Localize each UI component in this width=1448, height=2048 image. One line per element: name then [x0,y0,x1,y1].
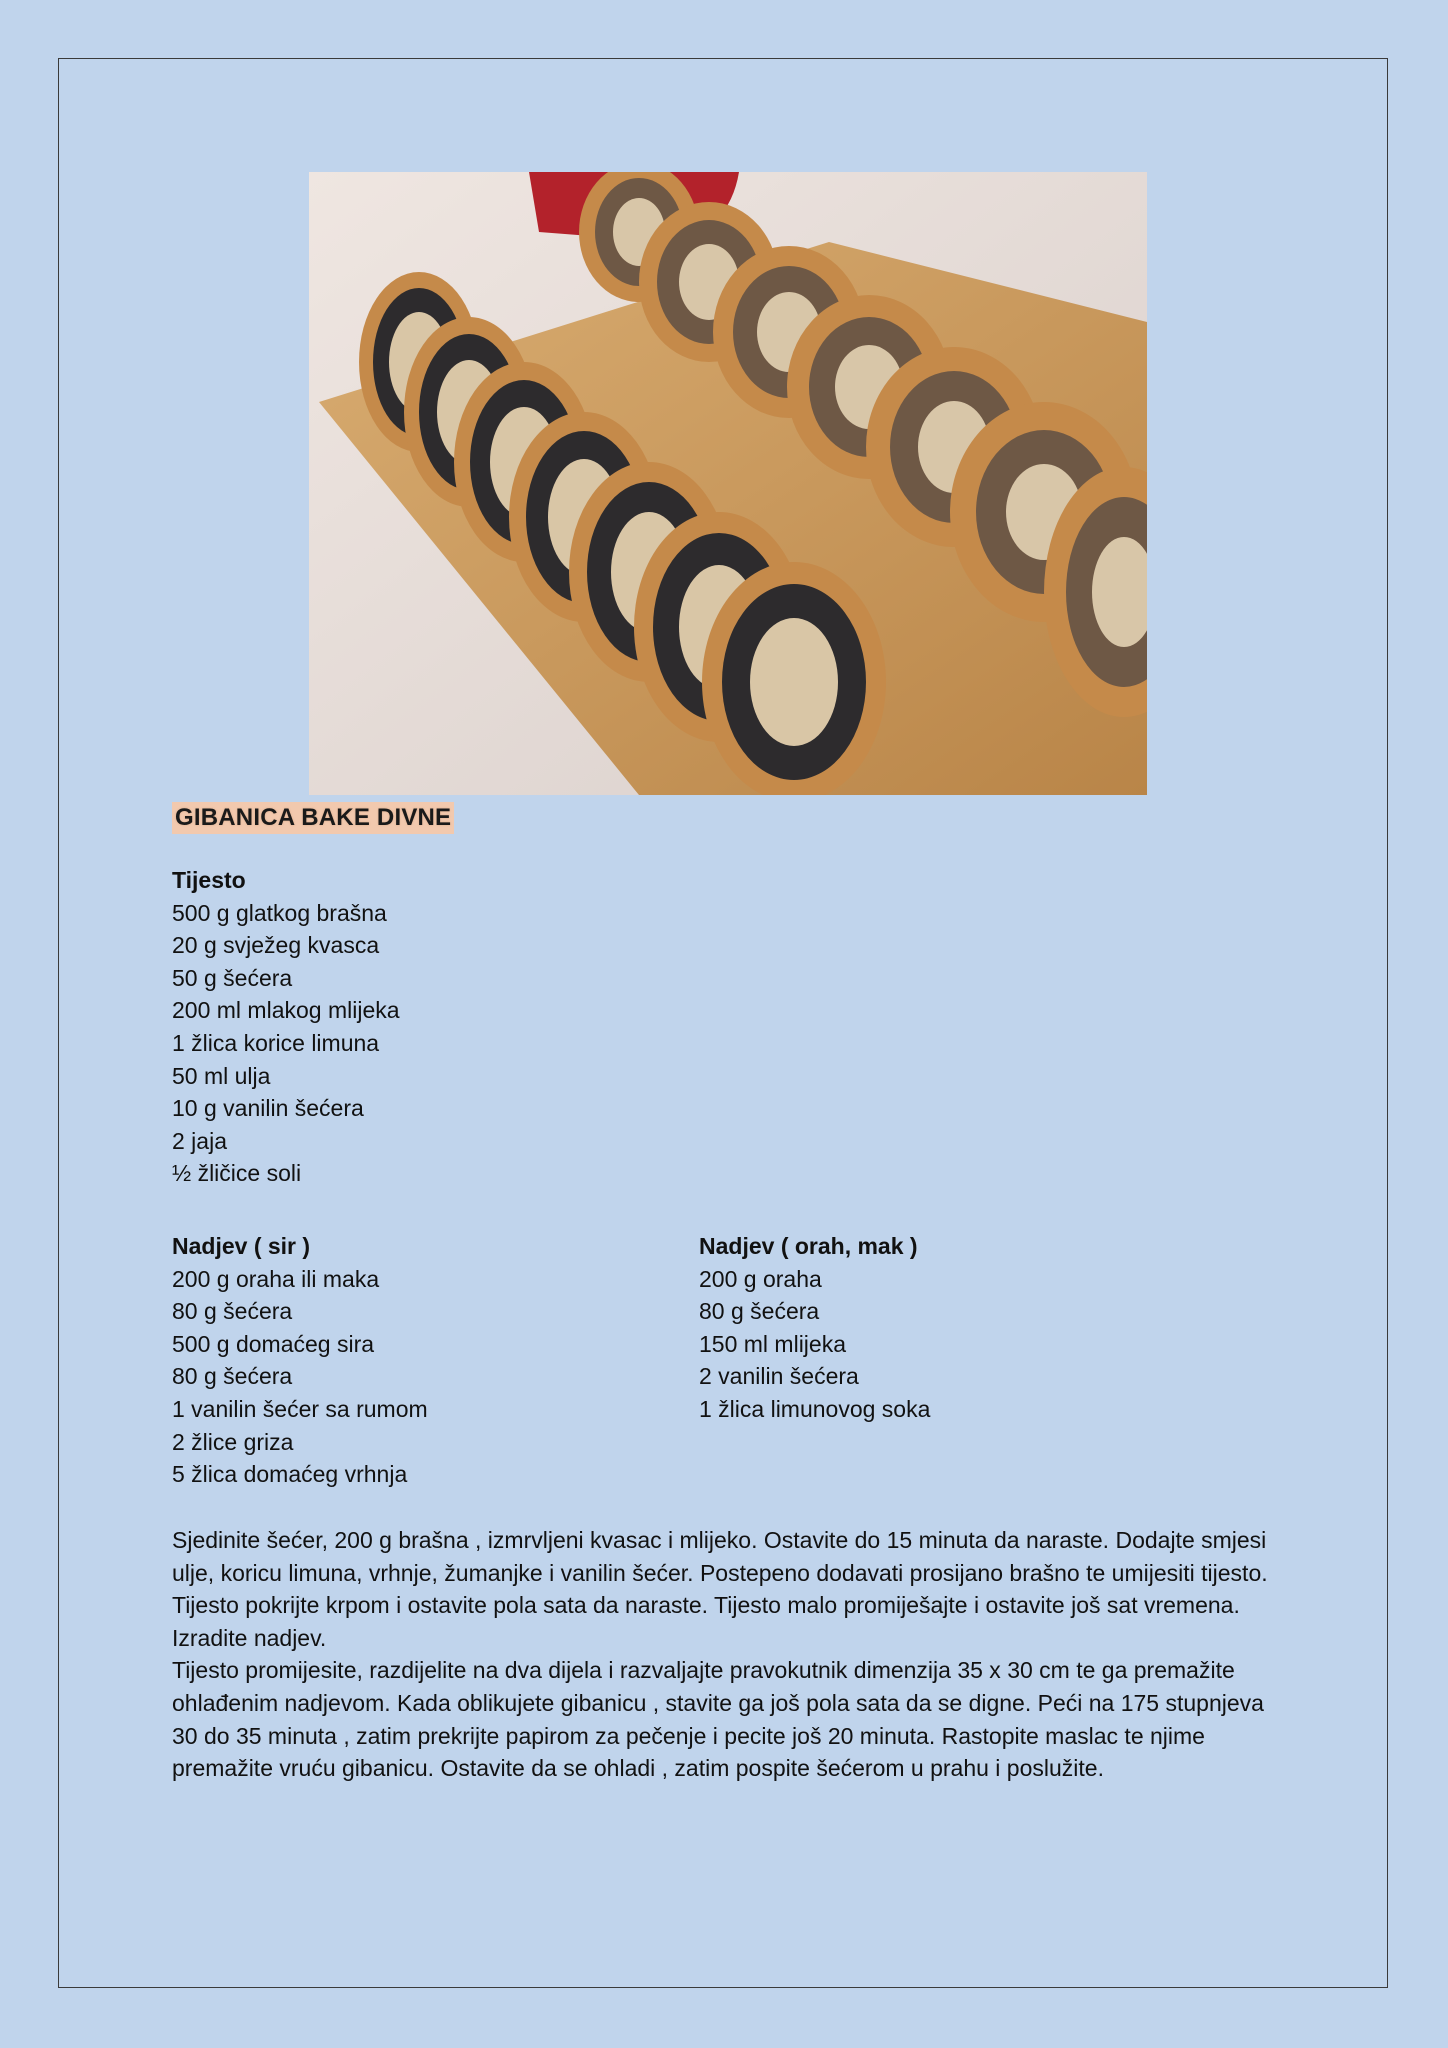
list-item: 2 jaja [172,1127,227,1154]
list-item: 200 g oraha [699,1265,822,1292]
list-item: 200 ml mlakog mlijeka [172,997,400,1024]
list-item: 20 g svježeg kvasca [172,932,380,959]
method-text [172,1524,1282,1785]
list-item: 50 g šećera [172,964,293,991]
list-item: 2 vanilin šećera [699,1363,859,1390]
nut-filling-ingredients [699,1230,930,1426]
list-item: 1 žlica limunovog soka [699,1395,931,1422]
recipe-title: GIBANICA BAKE DIVNE [172,802,454,834]
list-item: 500 g domaćeg sira [172,1330,375,1357]
list-item: 150 ml mlijeka [699,1330,846,1357]
cheese-filling-heading: Nadjev ( sir ) [172,1233,311,1259]
method-paragraph: Izradite nadjev. [172,1624,327,1651]
recipe-photo [309,172,1147,795]
method-paragraph: Sjedinite šećer, 200 g brašna , izmrvljeni kvasac i mlijeko. Ostavite do 15 minuta da naraste. Dodajte smjesi ulje, koricu limuna, vrhnje, žumanjke i vanilin šećer. Postepeno dodavati prosijano brašno te umijesiti tijesto. Tijesto pokrijte krpom i ostavite pola sata da naraste. Tijesto malo promiješajte i ostavite još sat vremena. [172,1527,1268,1619]
sliced-roll-illustration [309,172,1147,795]
list-item: 1 žlica korice limuna [172,1029,380,1056]
list-item: ½ žličice soli [172,1160,302,1187]
list-item: 1 vanilin šećer sa rumom [172,1395,428,1422]
dough-heading: Tijesto [172,867,246,893]
list-item: 80 g šećera [699,1298,820,1325]
list-item: 10 g vanilin šećera [172,1095,364,1122]
list-item: 80 g šećera [172,1363,293,1390]
list-item: 200 g oraha ili maka [172,1265,380,1292]
nut-filling-heading: Nadjev ( orah, mak ) [699,1233,918,1259]
cheese-filling-ingredients [172,1230,428,1491]
method-paragraph: Tijesto promijesite, razdijelite na dva dijela i razvaljajte pravokutnik dimenzija 35 x 30 cm te ga premažite ohlađenim nadjevom. Kada oblikujete gibanicu , stavite ga još pola sata da se digne. Peći na 175 stupnjeva 30 do 35 minuta , zatim prekrijte papirom za pečenje i pecite još 20 minuta. Rastopite maslac te njime premažite vruću gibanicu. Ostavite da se ohladi , zatim pospite šećerom u prahu i poslužite. [172,1657,1264,1782]
list-item: 5 žlica domaćeg vrhnja [172,1461,408,1488]
dough-ingredients [172,864,400,1190]
list-item: 2 žlice griza [172,1428,294,1455]
list-item: 500 g glatkog brašna [172,899,387,926]
list-item: 80 g šećera [172,1298,293,1325]
list-item: 50 ml ulja [172,1062,271,1089]
